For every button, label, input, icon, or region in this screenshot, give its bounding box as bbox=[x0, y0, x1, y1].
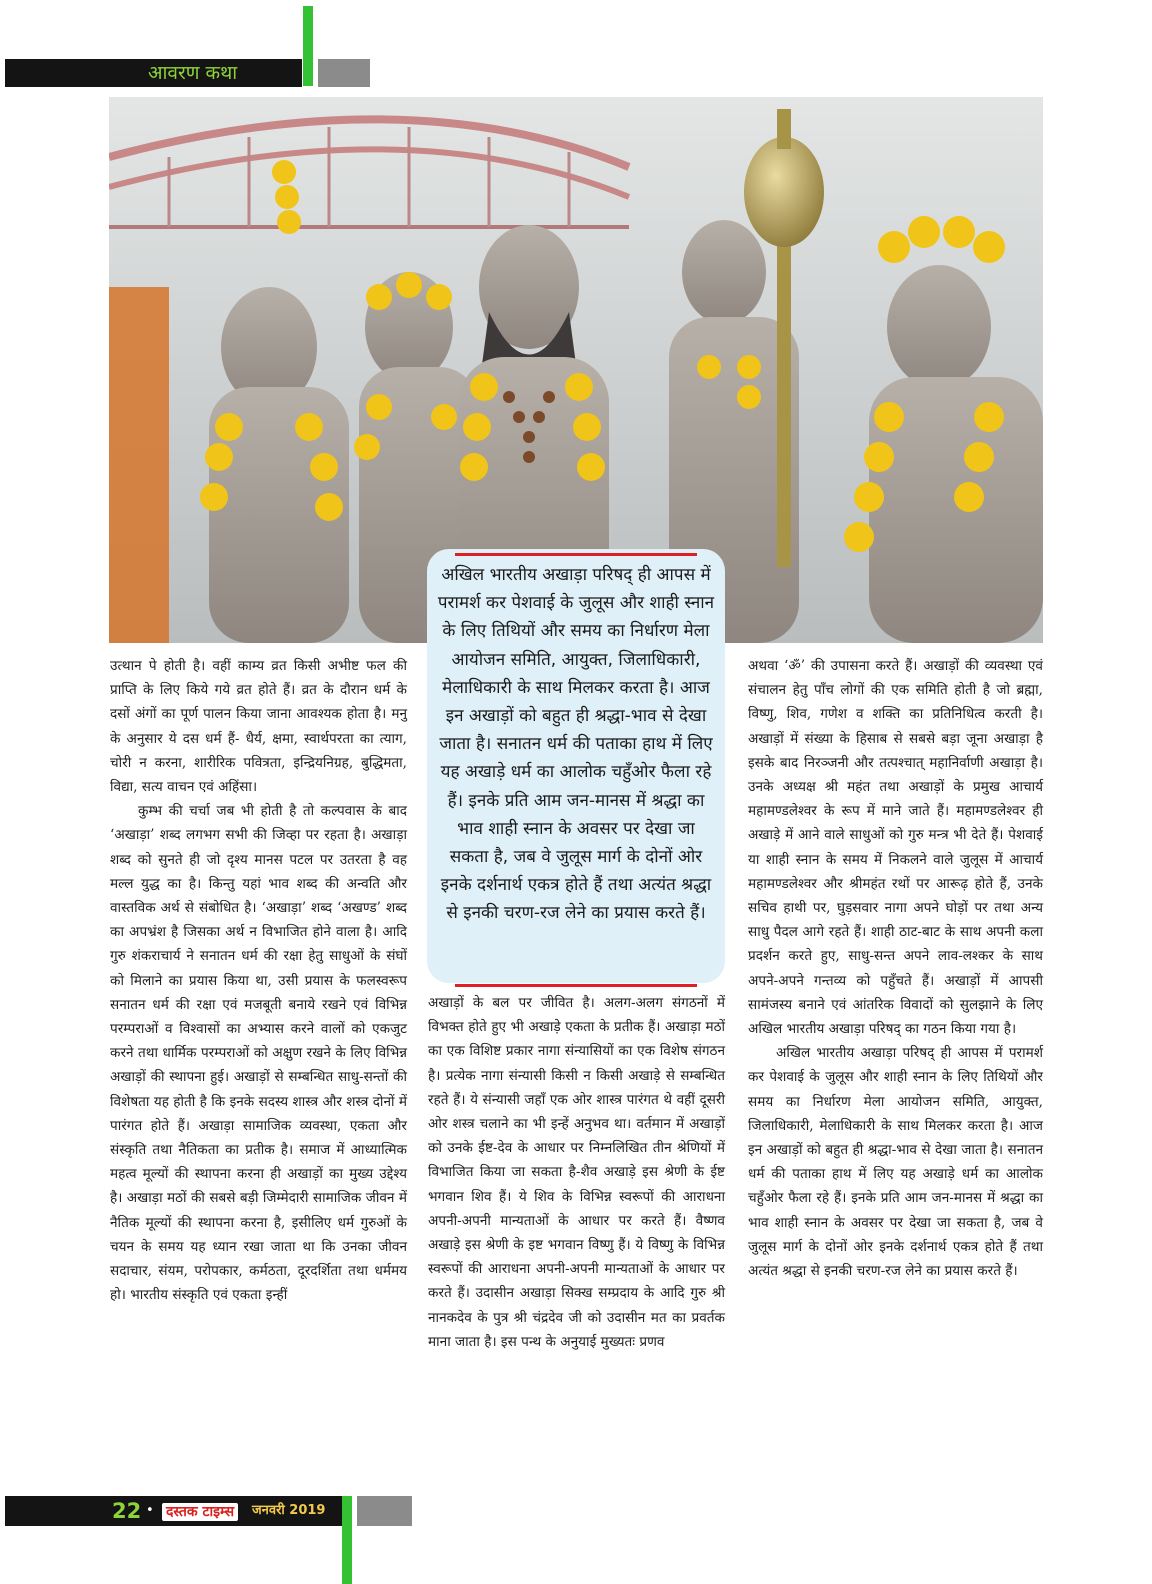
issue-date: जनवरी 2019 bbox=[252, 1503, 326, 1518]
article-paragraph: अथवा ‘ॐ’ की उपासना करते हैं। अखाड़ों की व्यवस्था एवं संचालन हेतु पाँच लोगों की एक समिति होती है जो ब्रह्मा, विष्णु, शिव, गणेश व शक्ति का प्रतिनिधित्व करती है। अखाड़ों में संख्या के हिसाब से सबसे बड़ा जूना अखाड़ा है इसके बाद निरञ्जनी और तत्पश्चात् महानिर्वाणी अखाड़ा है। उनके अध्यक्ष श्री महंत तथा अखाड़ों के प्रमुख आचार्य महामण्डलेश्वर के रूप में माने जाते हैं। महामण्डलेश्वर ही अखाड़े में आने वाले साधुओं को गुरु मन्त्र भी देते हैं। पेशवाई या शाही स्नान के समय में निकलने वाले जुलूस में आचार्य महामण्डलेश्वर और श्रीमहंत रथों पर आरूढ़ होते हैं, उनके सचिव हाथी पर, घुड़सवार नागा अपने घोड़ों पर तथा अन्य साधु पैदल आगे रहते हैं। शाही ठाट-बाट के साथ अपनी कला प्रदर्शन करते हुए, साधु-सन्त अपने लाव-लश्कर के साथ अपने-अपने गन्तव्य को पहुँचते हैं। अखाड़ों में आपसी सामंजस्य बनाने एवं आंतरिक विवादों को सुलझाने के लिए अखिल भारतीय अखाड़ा परिषद् का गठन किया गया है। bbox=[748, 658, 1043, 1038]
magazine-logo: दस्तक टाइम्स bbox=[162, 1503, 238, 1521]
article-paragraph: उत्थान पे होती है। वहीं काम्य व्रत किसी अभीष्ट फल की प्राप्ति के लिए किये गये व्रत होते हैं। व्रत के दौरान धर्म के दसों अंगों का पूर्ण पालन किया जाना आवश्यक होता है। मनु के अनुसार ये दस धर्म हैं- धैर्य, क्षमा, स्वार्थपरता का त्याग, चोरी न करना, शारीरिक पवित्रता, इन्द्रियनिग्रह, बुद्धिमता, विद्या, सत्य वाचन एवं अहिंसा। bbox=[110, 658, 407, 796]
section-title: आवरण कथा bbox=[148, 62, 238, 84]
article-paragraph: अखाड़ों के बल पर जीवित है। अलग-अलग संगठनों में विभक्त होते हुए भी अखाड़े एकता के प्रतीक हैं। अखाड़ा मठों का एक विशिष्ट प्रकार नागा संन्यासियों का एक विशेष संगठन है। प्रत्येक नागा संन्यासी किसी न किसी अखाड़े से सम्बन्धित रहते हैं। ये संन्यासी जहाँ एक ओर शास्त्र पारंगत थे वहीं दूसरी ओर शस्त्र चलाने का भी इन्हें अनुभव था। वर्तमान में अखाड़ों को उनके ईष्ट-देव के आधार पर निम्नलिखित तीन श्रेणियों में विभाजित किया जा सकता है-शैव अखाड़े इस श्रेणी के ईष्ट भगवान शिव हैं। ये शिव के विभिन्न स्वरूपों की आराधना अपनी-अपनी मान्यताओं के आधार पर करते हैं। वैष्णव अखाड़े इस श्रेणी के इष्ट भगवान विष्णु हैं। ये विष्णु के विभिन्न स्वरूपों की आराधना अपनी-अपनी मान्यताओं के आधार पर करते हैं। उदासीन अखाड़ा सिक्ख सम्प्रदाय के आदि गुरु श्री नानकदेव के पुत्र श्री चंद्रदेव जी को उदासीन मत का प्रवर्तक माना जाता है। इस पन्थ के अनुयाई मुख्यतः प्रणव bbox=[428, 995, 725, 1350]
footer-bullet: • bbox=[146, 1503, 154, 1518]
gray-block-top bbox=[318, 59, 370, 87]
pullquote-rule-bottom bbox=[455, 984, 697, 987]
gray-block-bottom bbox=[357, 1496, 412, 1526]
pullquote-rule-top bbox=[455, 553, 697, 556]
page-number: 22 bbox=[112, 1499, 142, 1523]
article-paragraph: अखिल भारतीय अखाड़ा परिषद् ही आपस में परामर्श कर पेशवाई के जुलूस और शाही स्नान के लिए तिथियों और समय का निर्धारण मेला आयोजन समिति, आयुक्त, जिलाधिकारी, मेलाधिकारी के साथ मिलकर करता है। आज इन अखाड़ों को बहुत ही श्रद्धा-भाव से देखा जाता है। सनातन धर्म की पताका हाथ में लिए यह अखाड़े धर्म का आलोक चहुँओर फैला रहे हैं। इनके प्रति आम जन-मानस में श्रद्धा का भाव शाही स्नान के अवसर पर देखा जा सकता है, जब वे जुलूस मार्ग के दोनों ओर इनके दर्शनार्थ एकत्र होते हैं तथा अत्यंत श्रद्धा से इनकी चरण-रज लेने का प्रयास करते हैं। bbox=[748, 1045, 1043, 1280]
accent-bar-top bbox=[303, 6, 313, 86]
article-column-1 bbox=[110, 654, 407, 1307]
pullquote-text: अखिल भारतीय अखाड़ा परिषद् ही आपस में परामर्श कर पेशवाई के जुलूस और शाही स्नान के लिए तिथियों और समय का निर्धारण मेला आयोजन समिति, आयुक्त, जिलाधिकारी, मेलाधिकारी के साथ मिलकर करता है। आज इन अखाड़ों को बहुत ही श्रद्धा-भाव से देखा जाता है। सनातन धर्म की पताका हाथ में लिए यह अखाड़े धर्म का आलोक चहुँओर फैला रहे हैं। इनके प्रति आम जन-मानस में श्रद्धा का भाव शाही स्नान के अवसर पर देखा जा सकता है, जब वे जुलूस मार्ग के दोनों ओर इनके दर्शनार्थ एकत्र होते हैं तथा अत्यंत श्रद्धा से इनकी चरण-रज लेने का प्रयास करते हैं। bbox=[437, 565, 715, 924]
article-column-2 bbox=[428, 991, 725, 1354]
article-paragraph: कुम्भ की चर्चा जब भी होती है तो कल्पवास के बाद ‘अखाड़ा’ शब्द लगभग सभी की जिव्हा पर रहता है। अखाड़ा शब्द को सुनते ही जो दृश्य मानस पटल पर उतरता है वह मल्ल युद्ध का है। किन्तु यहां भाव शब्द की अन्वति और वास्तविक अर्थ से संबोधित है। ‘अखाड़ा’ शब्द ‘अखण्ड’ शब्द का अपभ्रंश है जिसका अर्थ न विभाजित होने वाला है। आदि गुरु शंकराचार्य ने सनातन धर्म की रक्षा हेतु साधुओं के संघों को मिलाने का प्रयास किया था, उसी प्रयास के फलस्वरूप सनातन धर्म की रक्षा एवं मजबूती बनाये रखने एवं विभिन्न परम्पराओं व विश्वासों का अभ्यास करने वालों को एकजुट करने तथा धार्मिक परम्पराओं को अक्षुण रखने के लिए विभिन्न अखाड़ों की स्थापना हुई। अखाड़ों से सम्बन्धित साधु-सन्तों की विशेषता यह होती है कि इनके सदस्य शास्त्र और शस्त्र दोनों में पारंगत होते हैं। अखाड़ा सामाजिक व्यवस्था, एकता और संस्कृति तथा नैतिकता का प्रतीक है। समाज में आध्यात्मिक महत्व मूल्यों की स्थापना करना ही अखाड़ों का मुख्य उद्देश्य है। अखाड़ा मठों की सबसे बड़ी जिम्मेदारी सामाजिक जीवन में नैतिक मूल्यों की स्थापना करना है, इसीलिए धर्म गुरुओं के चयन के समय यह ध्यान रखा जाता था कि उनका जीवन सदाचार, संयम, परोपकार, कर्मठता, दूरदर्शिता तथा धर्ममय हो। भारतीय संस्कृति एवं एकता इन्हीं bbox=[110, 803, 407, 1304]
article-column-3 bbox=[748, 654, 1043, 1283]
accent-bar-bottom bbox=[342, 1496, 352, 1584]
pullquote-box bbox=[427, 549, 725, 983]
